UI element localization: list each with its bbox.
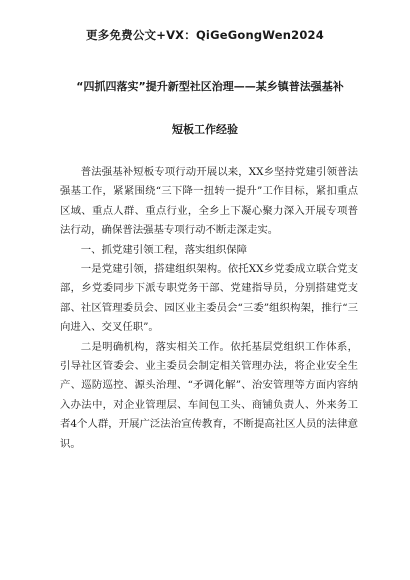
document-title-line2: 短板工作经验 bbox=[172, 123, 238, 136]
promo-header: 更多免费公文+VX：QiGeGongWen2024 bbox=[86, 28, 324, 42]
document-title-line1: “四抓四落实”提升新型社区治理——某乡镇普法强基补 bbox=[76, 80, 344, 93]
intro-paragraph: 普法强基补短板专项行动开展以来，XX乡坚持党建引领普法强基工作，紧紧围绕“三下降一扭转一提升”工作目标，紧扣重点区域、重点人群、重点行业，全乡上下凝心聚力深入开展专项普法行动，确保普法强基专项行动不断走深走实。 bbox=[60, 166, 358, 237]
document-body bbox=[60, 163, 358, 454]
body-paragraph: 一是党建引领，搭建组织架构。依托XX乡党委成立联合党支部，乡党委同步下派专职党务干部、党建指导员，分别搭建党支部、社区管理委员会、园区业主委员会“三委”组织构架，推行“三向进入、交叉任职”。 bbox=[60, 263, 358, 334]
body-paragraph: 二是明确机构，落实相关工作。依托基层党组织工作体系，引导社区管委会、业主委员会制定相关管理办法，将企业安全生产、巡防巡控、源头治理、“矛调化解”、治安管理等方面内容纳入办法中，对企业管理层、车间包工头、商铺负责人、外来务工者4个人群，开展广泛法治宣传教育，不断提高社区人员的法律意识。 bbox=[60, 340, 358, 450]
section-heading: 一、抓党建引领工程，落实组织保障 bbox=[80, 243, 248, 256]
